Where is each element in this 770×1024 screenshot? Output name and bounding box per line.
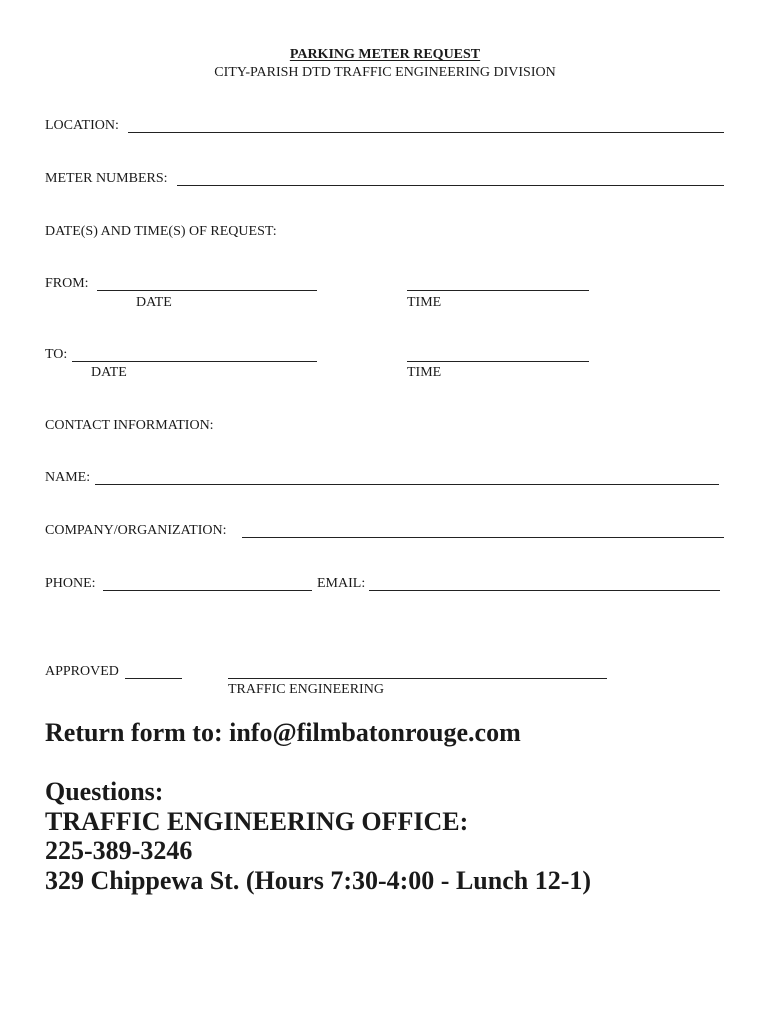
approved-field[interactable] bbox=[125, 678, 182, 679]
from-time-field[interactable] bbox=[407, 290, 589, 291]
form-subtitle: CITY-PARISH DTD TRAFFIC ENGINEERING DIVISION bbox=[214, 65, 556, 80]
email-label: EMAIL: bbox=[317, 576, 366, 591]
location-label: LOCATION: bbox=[45, 118, 119, 133]
company-field[interactable] bbox=[242, 537, 724, 538]
to-date-field[interactable] bbox=[72, 361, 317, 362]
traffic-engineering-signature-field[interactable] bbox=[228, 678, 607, 679]
name-label: NAME: bbox=[45, 470, 91, 485]
from-label: FROM: bbox=[45, 276, 89, 291]
to-time-caption: TIME bbox=[407, 365, 442, 380]
questions-heading: Questions: bbox=[45, 777, 164, 806]
email-field[interactable] bbox=[369, 590, 720, 591]
phone-field[interactable] bbox=[103, 590, 312, 591]
office-phone: 225-389-3246 bbox=[45, 836, 193, 865]
form-title: PARKING METER REQUEST bbox=[289, 47, 481, 62]
office-name: TRAFFIC ENGINEERING OFFICE: bbox=[45, 807, 469, 836]
location-field[interactable] bbox=[128, 132, 724, 133]
to-label: TO: bbox=[45, 347, 68, 362]
return-form-line: Return form to: info@filmbatonrouge.com bbox=[45, 718, 521, 747]
from-date-field[interactable] bbox=[97, 290, 317, 291]
office-address: 329 Chippewa St. (Hours 7:30-4:00 - Lunch 12-1) bbox=[45, 866, 592, 895]
approved-label: APPROVED bbox=[45, 664, 119, 679]
name-field[interactable] bbox=[95, 484, 719, 485]
to-time-field[interactable] bbox=[407, 361, 589, 362]
traffic-engineering-caption: TRAFFIC ENGINEERING bbox=[228, 682, 384, 697]
phone-label: PHONE: bbox=[45, 576, 96, 591]
meter-numbers-label: METER NUMBERS: bbox=[45, 171, 168, 186]
company-label: COMPANY/ORGANIZATION: bbox=[45, 523, 227, 538]
to-date-caption: DATE bbox=[91, 365, 127, 380]
meter-numbers-field[interactable] bbox=[177, 185, 724, 186]
from-time-caption: TIME bbox=[407, 295, 442, 310]
dates-times-heading: DATE(S) AND TIME(S) OF REQUEST: bbox=[45, 224, 277, 239]
contact-heading: CONTACT INFORMATION: bbox=[45, 418, 214, 433]
from-date-caption: DATE bbox=[136, 295, 172, 310]
